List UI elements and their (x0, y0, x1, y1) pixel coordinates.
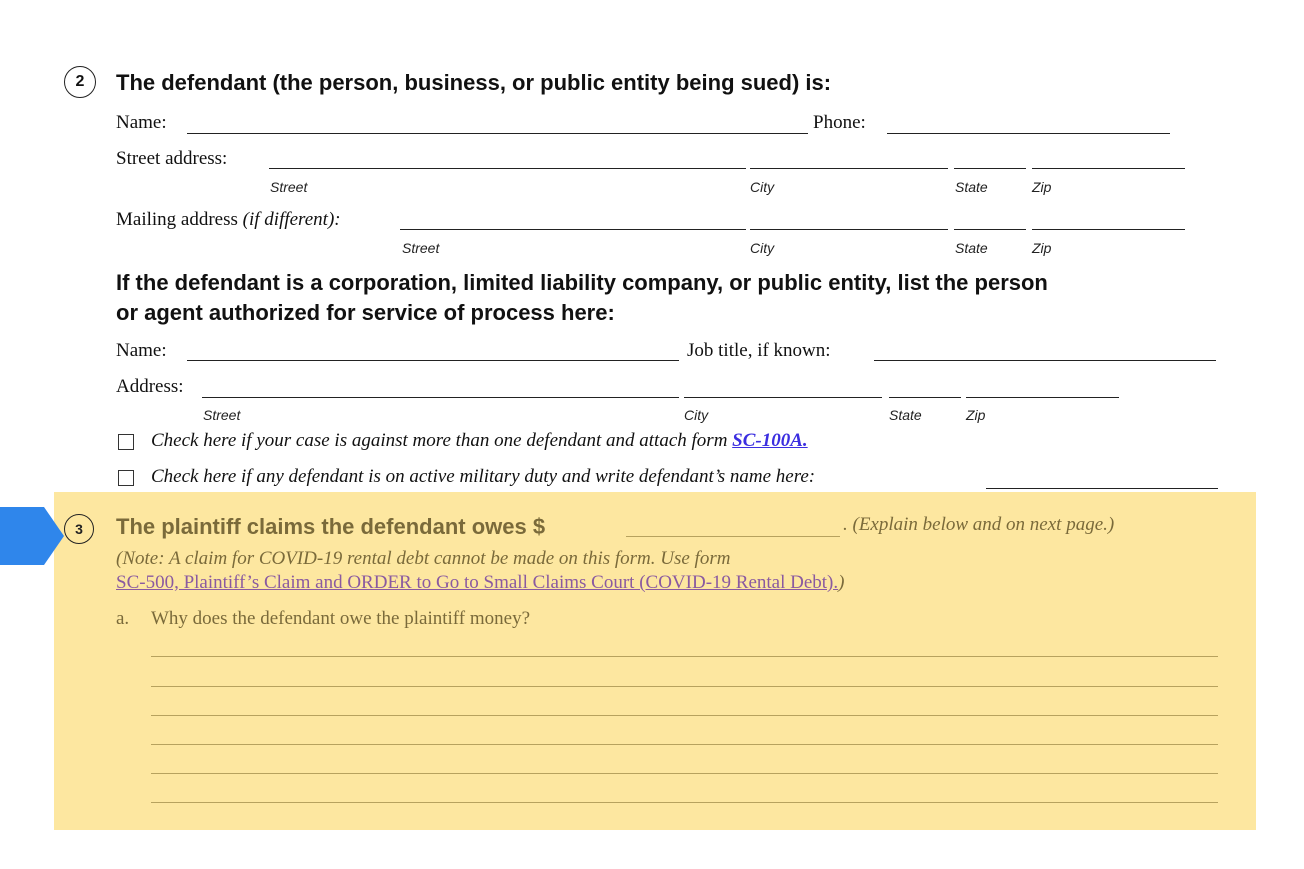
defendant-phone-label: Phone: (813, 112, 866, 133)
agent-city-col-label: City (684, 407, 709, 423)
answer-line-3[interactable] (151, 715, 1218, 716)
military-duty-text: Check here if any defendant is on active military duty and write defendant’s name here: (151, 466, 816, 487)
mailing-street-col-label: Street (402, 240, 440, 256)
state-col-label: State (955, 179, 988, 195)
section-3-highlight (54, 492, 1256, 830)
corporation-heading-line-2: or agent authorized for service of process here: (116, 300, 615, 325)
agent-address-street-field[interactable] (202, 397, 679, 398)
street-address-zip-field[interactable] (1032, 168, 1185, 169)
defendant-phone-field[interactable] (887, 133, 1170, 134)
item-a-marker: a. (116, 608, 130, 629)
mailing-address-city-field[interactable] (750, 229, 948, 230)
section-number-2: 2 (64, 66, 96, 98)
job-title-label: Job title, if known: (687, 340, 831, 361)
street-address-city-field[interactable] (750, 168, 948, 169)
job-title-field[interactable] (874, 360, 1216, 361)
street-address-label: Street address: (116, 148, 228, 169)
answer-line-2[interactable] (151, 686, 1218, 687)
street-address-street-field[interactable] (269, 168, 746, 169)
covid-note-close-paren: ) (838, 572, 845, 593)
agent-address-zip-field[interactable] (966, 397, 1119, 398)
multiple-defendants-label: Check here if your case is against more than one defendant and attach form (151, 430, 733, 451)
zip-col-label: Zip (1032, 179, 1052, 195)
mailing-address-italic: (if different): (242, 209, 341, 230)
mailing-address-street-field[interactable] (400, 229, 746, 230)
covid-note-line-1: (Note: A claim for COVID-19 rental debt cannot be made on this form. Use form (116, 548, 731, 569)
agent-state-col-label: State (889, 407, 922, 423)
mailing-state-col-label: State (955, 240, 988, 256)
agent-name-label: Name: (116, 340, 167, 361)
agent-name-field[interactable] (187, 360, 679, 361)
military-duty-checkbox[interactable] (118, 470, 134, 486)
mailing-address-state-field[interactable] (954, 229, 1026, 230)
answer-line-5[interactable] (151, 773, 1218, 774)
section-number-3: 3 (64, 514, 94, 544)
agent-address-state-field[interactable] (889, 397, 961, 398)
street-address-state-field[interactable] (954, 168, 1026, 169)
current-field-pointer-icon (0, 507, 64, 565)
sc-500-link[interactable]: SC-500, Plaintiff’s Claim and ORDER to Go to Small Claims Court (COVID-19 Rental Debt). (116, 572, 839, 593)
agent-street-col-label: Street (203, 407, 241, 423)
mailing-address-text: Mailing address (116, 209, 243, 230)
answer-line-4[interactable] (151, 744, 1218, 745)
item-a-question: Why does the defendant owe the plaintiff money? (151, 608, 530, 629)
agent-zip-col-label: Zip (966, 407, 986, 423)
corporation-heading-line-1: If the defendant is a corporation, limited liability company, or public entity, list the person (116, 270, 1048, 295)
answer-line-6[interactable] (151, 802, 1218, 803)
defendant-name-label: Name: (116, 112, 167, 133)
agent-address-label: Address: (116, 376, 184, 397)
mailing-zip-col-label: Zip (1032, 240, 1052, 256)
answer-line-1[interactable] (151, 656, 1218, 657)
section-3-heading: The plaintiff claims the defendant owes $ (116, 514, 546, 539)
multiple-defendants-checkbox[interactable] (118, 434, 134, 450)
section-2-heading: The defendant (the person, business, or public entity being sued) is: (116, 70, 832, 95)
explain-below-text: . (Explain below and on next page.) (843, 514, 1115, 535)
city-col-label: City (750, 179, 775, 195)
sc-100a-link[interactable]: SC-100A. (732, 430, 808, 451)
street-col-label: Street (270, 179, 308, 195)
claim-amount-field[interactable] (626, 536, 840, 537)
mailing-city-col-label: City (750, 240, 775, 256)
defendant-name-field[interactable] (187, 133, 808, 134)
mailing-address-label (116, 209, 341, 231)
covid-note-line-2 (116, 572, 844, 594)
multiple-defendants-text (151, 430, 808, 452)
agent-address-city-field[interactable] (684, 397, 882, 398)
mailing-address-zip-field[interactable] (1032, 229, 1185, 230)
military-defendant-name-field[interactable] (986, 488, 1218, 489)
